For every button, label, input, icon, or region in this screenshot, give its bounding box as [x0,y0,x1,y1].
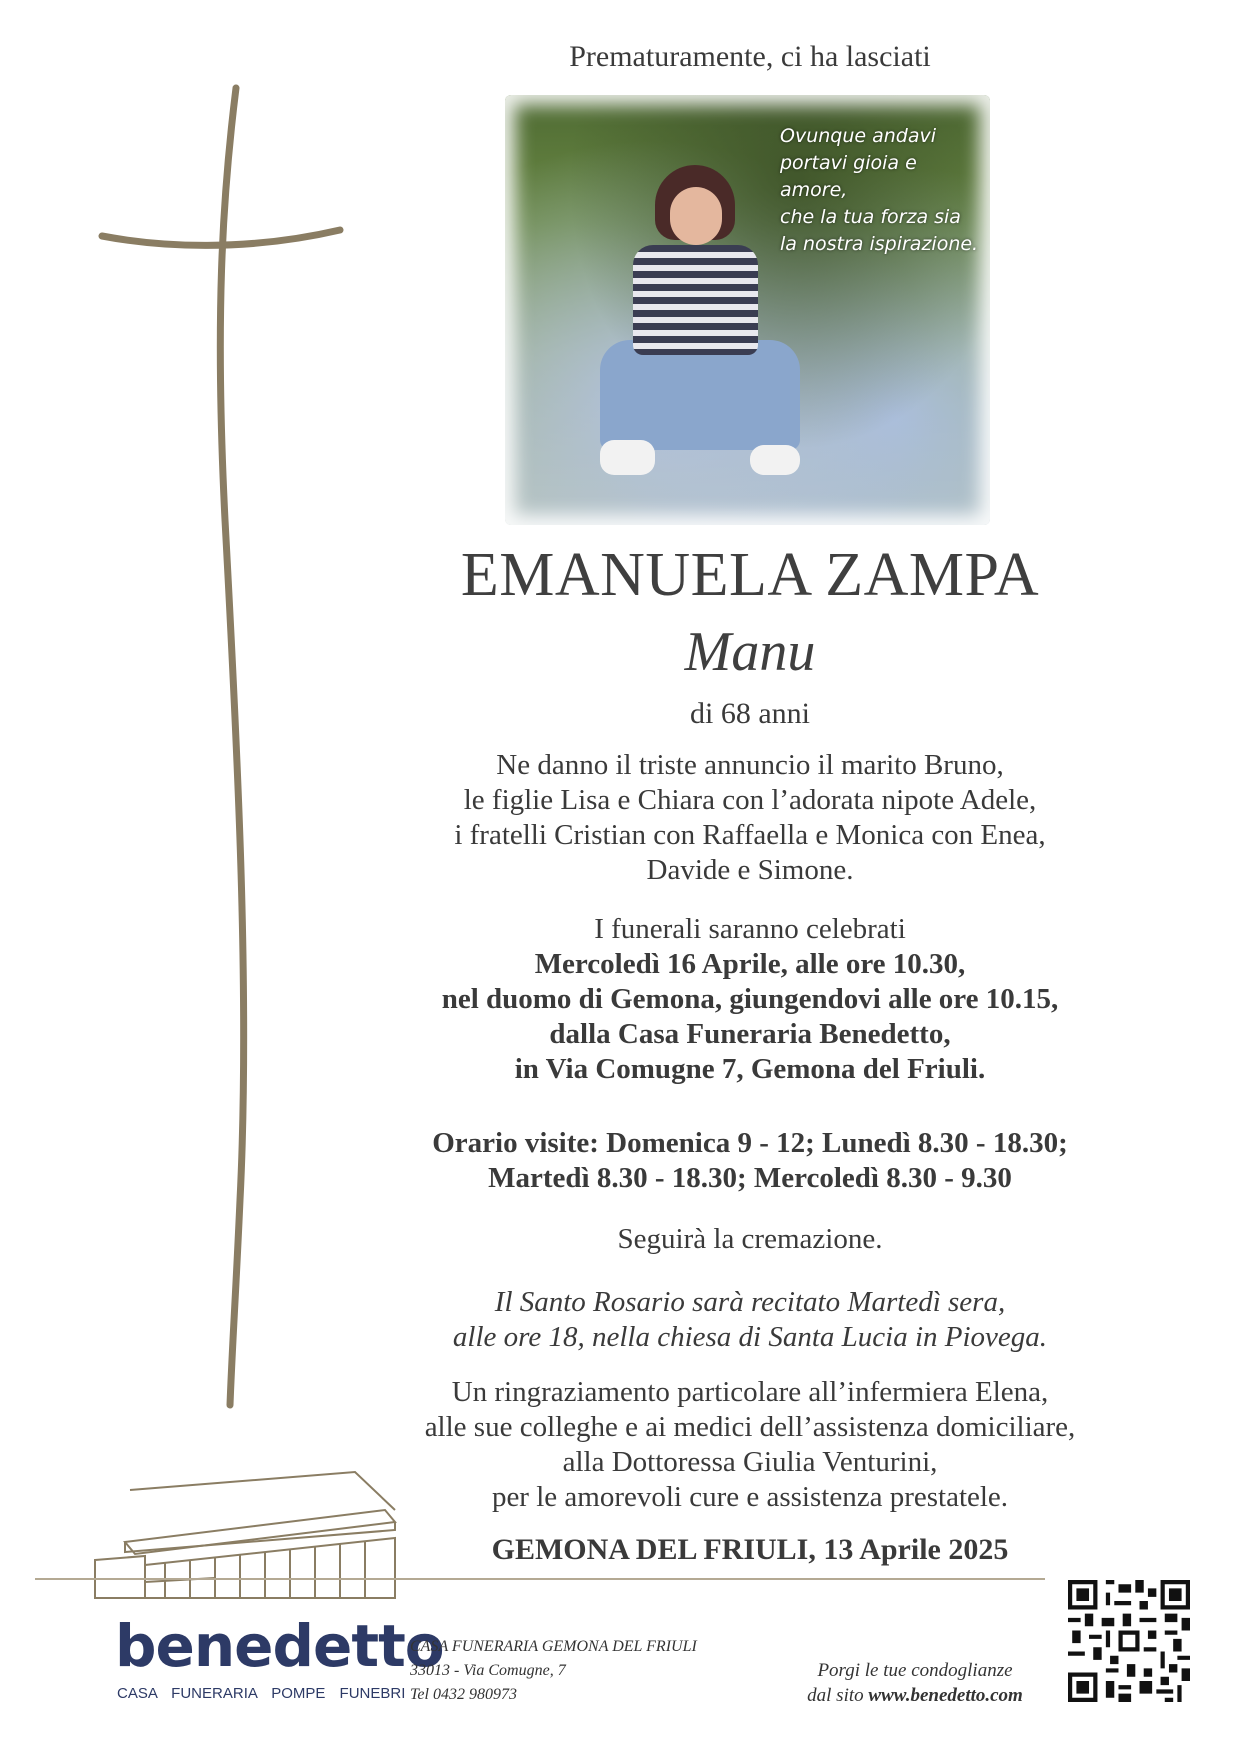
rosary-note: Il Santo Rosario sarà recitato Martedì sera, alle ore 18, nella chiesa di Santa Lucia in Piovega. [452,1286,1048,1353]
deceased-age: di 68 anni [690,697,810,730]
intro-line: Prematuramente, ci ha lasciati [569,40,931,73]
funeral-paragraph: I funerali saranno celebrati Mercoledì 16 Aprile, alle ore 10.30, nel duomo di Gemona, giungendovi alle ore 10.15, dalla Casa Funeraria Benedetto, in Via Comugne 7, Gemona del Friuli. [441,913,1059,1085]
benedetto-logo[interactable]: benedetto [115,1612,444,1680]
qr-code-icon[interactable] [1068,1580,1190,1702]
building-icon [85,1470,405,1600]
funeral-home-address: CASA FUNERARIA GEMONA DEL FRIULI 33013 - Via Comugne, 7 Tel 0432 980973 [410,1638,697,1703]
footer-divider [35,1578,1045,1580]
photo-quote: Ovunque andavi portavi gioia e amore, che la tua forza sia la nostra ispirazione. [780,125,979,255]
thanks-paragraph: Un ringraziamento particolare all’infermiera Elena, alle sue colleghe e ai medici dell’assistenza domiciliare, alla Dottoressa Giulia Venturini, per le amorevoli cure e assistenza prestatele. [424,1376,1076,1513]
cremation-note: Seguirà la cremazione. [617,1223,883,1255]
cross-icon [0,0,360,1420]
photo-figure-shoe [750,445,800,475]
deceased-nickname: Manu [684,621,816,683]
place-date: GEMONA DEL FRIULI, 13 Aprile 2025 [491,1533,1009,1566]
photo-figure-top [633,245,758,355]
announcement-paragraph: Ne danno il triste annuncio il marito Bruno, le figlie Lisa e Chiara con l’adorata nipote Adele, i fratelli Cristian con Raffaella e Monica con Enea, Davide e Simone. [454,749,1046,886]
photo-figure-face [670,187,722,245]
visiting-hours: Orario visite: Domenica 9 - 12; Lunedì 8.30 - 18.30; Martedì 8.30 - 18.30; Mercoledì 8.30 - 9.30 [432,1127,1068,1194]
portrait-photo [505,95,990,525]
photo-figure-legs [600,340,800,450]
deceased-name: EMANUELA ZAMPA [460,541,1040,609]
logo-subtitle: CASA FUNERARIA POMPE FUNEBRI [117,1685,406,1702]
condolences-note: Porgi le tue condoglianze dal sito www.benedetto.com [807,1660,1023,1706]
photo-figure-shoe [600,440,655,475]
website-link[interactable]: www.benedetto.com [868,1685,1023,1706]
